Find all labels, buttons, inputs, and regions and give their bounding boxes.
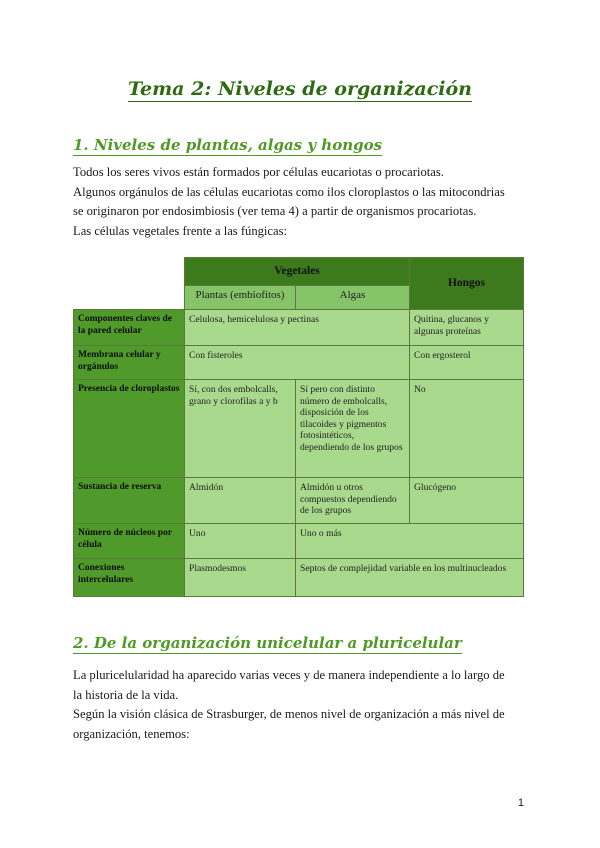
section-1-paragraph (73, 163, 533, 241)
row-label: Componentes claves de la pared celular (74, 310, 185, 346)
page-title (0, 78, 600, 100)
cell-hongos: No (410, 380, 524, 478)
cell-plantas: Sí, con dos embolcalls, grano y clorofilas a y b (185, 380, 296, 478)
header-vegetales: Vegetales (185, 258, 410, 286)
cell-plantas: Plasmodesmos (185, 559, 296, 597)
text-line: Todos los seres vivos están formados por células eucariotas o procariotas. (73, 165, 444, 179)
row-label: Número de núcleos por célula (74, 524, 185, 559)
cell-hongos: Con ergosterol (410, 346, 524, 380)
header-algas: Algas (296, 286, 410, 310)
table-row (74, 346, 524, 380)
text-line: Las células vegetales frente a las fúngicas: (73, 223, 287, 238)
cell-plantas: Almidón (185, 478, 296, 524)
text-line: organización, tenemos: (73, 726, 190, 741)
section-2-heading (73, 634, 462, 652)
text-line: Según la visión clásica de Strasburger, de menos nivel de organización a más nivel de (73, 707, 505, 721)
text-line: Algunos orgánulos de las células eucariotas como ilos cloroplastos o las mitocondrias (73, 184, 505, 199)
text-line: se originaron por endosimbiosis (ver tema 4) a partir de organismos procariotas. (73, 204, 477, 218)
cell-vegetales: Con fisteroles (185, 346, 410, 380)
table-row (74, 559, 524, 597)
section-1-heading (73, 136, 382, 154)
section-1-heading-text: 1. Niveles de plantas, algas y hongos (73, 136, 383, 154)
cell-hongos: Glucógeno (410, 478, 524, 524)
header-plantas: Plantas (embiofitos) (185, 286, 296, 310)
comparison-table (73, 257, 524, 597)
header-hongos: Hongos (410, 258, 524, 310)
page-title-text: Tema 2: Niveles de organización (128, 78, 472, 100)
table-row (74, 478, 524, 524)
cell-algas-hongos: Septos de complejidad variable en los multinucleados (296, 559, 524, 597)
table-row (74, 380, 524, 478)
cell-plantas: Uno (185, 524, 296, 559)
cell-algas: Sí pero con distinto número de embolcalls, disposición de los tilacoides y pigmentos fotosintéticos, dependiendo de los grupos (296, 380, 410, 478)
cell-algas-hongos: Uno o más (296, 524, 524, 559)
text-line: la historia de la vida. (73, 687, 179, 702)
row-label: Conexiones intercelulares (74, 559, 185, 597)
cell-algas: Almidón u otros compuestos dependiendo de los grupos (296, 478, 410, 524)
table-row (74, 310, 524, 346)
row-label: Sustancia de reserva (74, 478, 185, 524)
table-empty-corner (74, 258, 185, 310)
page-number: 1 (517, 797, 524, 809)
row-label: Membrana celular y orgánulos (74, 346, 185, 380)
row-label: Presencia de cloroplastos (74, 380, 185, 478)
section-2-heading-text: 2. De la organización unicelular a pluricelular (73, 634, 462, 652)
cell-hongos: Quitina, glucanos y algunas proteínas (410, 310, 524, 346)
table-row (74, 524, 524, 559)
text-line: La pluricelularidad ha aparecido varias veces y de manera independiente a lo largo de (73, 668, 505, 682)
section-2-paragraph (73, 666, 533, 744)
cell-vegetales: Celulosa, hemicelulosa y pectinas (185, 310, 410, 346)
